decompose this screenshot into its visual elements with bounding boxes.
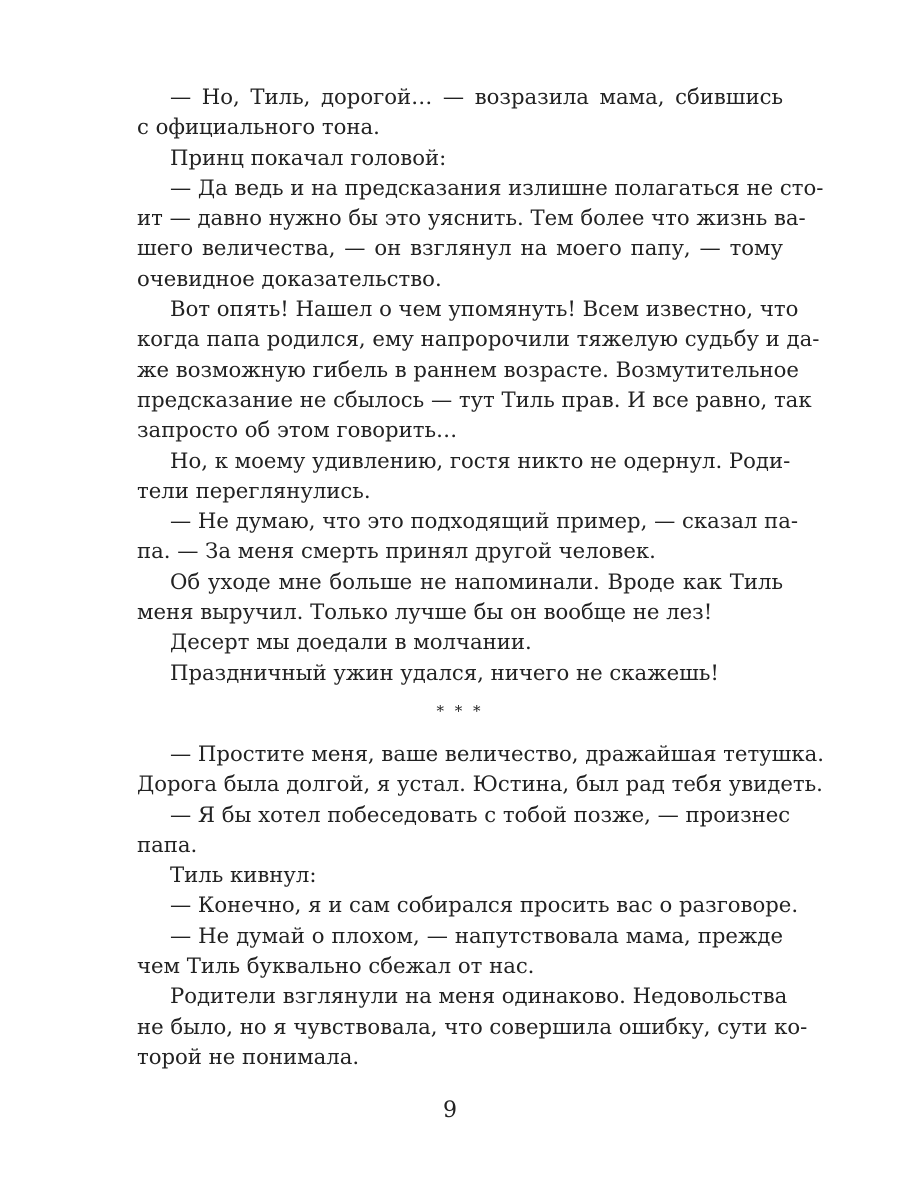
text-line: ит — давно нужно бы это уяснить. Тем более что жизнь ва- (137, 205, 806, 231)
text-line: Об уходе мне больше не напоминали. Вроде как Тиль (170, 568, 783, 594)
text-section-one (137, 82, 824, 688)
text-line: — Да ведь и на предсказания излишне полагаться не сто- (170, 174, 824, 200)
text-line: Тиль кивнул: (170, 862, 317, 888)
text-line: очевидное доказательство. (137, 265, 442, 291)
text-line: — Но, Тиль, дорогой… — возразила мама, сбившись (170, 84, 783, 109)
text-line: предсказание не сбылось — тут Тиль прав. И все равно, так (137, 386, 812, 412)
text-line: Дорога была долгой, я устал. Юстина, был рад тебя увидеть. (137, 771, 823, 797)
section-separator: * * * (436, 702, 484, 720)
text-line: — Простите меня, ваше величество, дражайшая тетушка. (170, 741, 824, 766)
page-number: 9 (443, 1098, 457, 1123)
text-line: — Не думаю, что это подходящий пример, — сказал па- (170, 508, 799, 534)
text-line: — Конечно, я и сам собирался просить вас о разговоре. (170, 892, 799, 918)
text-section-two (137, 739, 824, 1072)
text-line: Но, к моему удивлению, гостя никто не одернул. Роди- (170, 447, 791, 473)
text-line: запросто об этом говорить… (137, 417, 458, 443)
text-line: Десерт мы доедали в молчании. (170, 629, 532, 655)
text-line: шего величества, — он взглянул на моего папу, — тому (137, 235, 783, 261)
text-line: Принц покачал головой: (170, 144, 447, 170)
text-line: Родители взглянули на меня одинаково. Недовольства (170, 983, 788, 1009)
text-line: же возможную гибель в раннем возрасте. Возмутительное (137, 356, 799, 382)
text-line: Праздничный ужин удался, ничего не скажешь! (170, 659, 719, 685)
text-line: тели переглянулись. (137, 477, 371, 503)
text-line: чем Тиль буквально сбежал от нас. (137, 953, 535, 979)
text-line: когда папа родился, ему напророчили тяжелую судьбу и да- (137, 326, 820, 352)
text-line: — Я бы хотел побеседовать с тобой позже, — произнес (170, 801, 791, 827)
book-page-text (137, 82, 824, 1069)
text-line: меня выручил. Только лучше бы он вообще не лез! (137, 599, 713, 625)
text-line: па. — За меня смерть принял другой человек. (137, 538, 656, 564)
text-line: торой не понимала. (137, 1043, 360, 1069)
text-line: не было, но я чувствовала, что совершила ошибку, сути ко- (137, 1013, 808, 1039)
text-line: папа. (137, 831, 198, 857)
text-line: Вот опять! Нашел о чем упомянуть! Всем известно, что (170, 296, 799, 322)
text-line: — Не думай о плохом, — напутствовала мама, прежде (170, 922, 783, 948)
text-line: с официального тона. (137, 114, 380, 140)
